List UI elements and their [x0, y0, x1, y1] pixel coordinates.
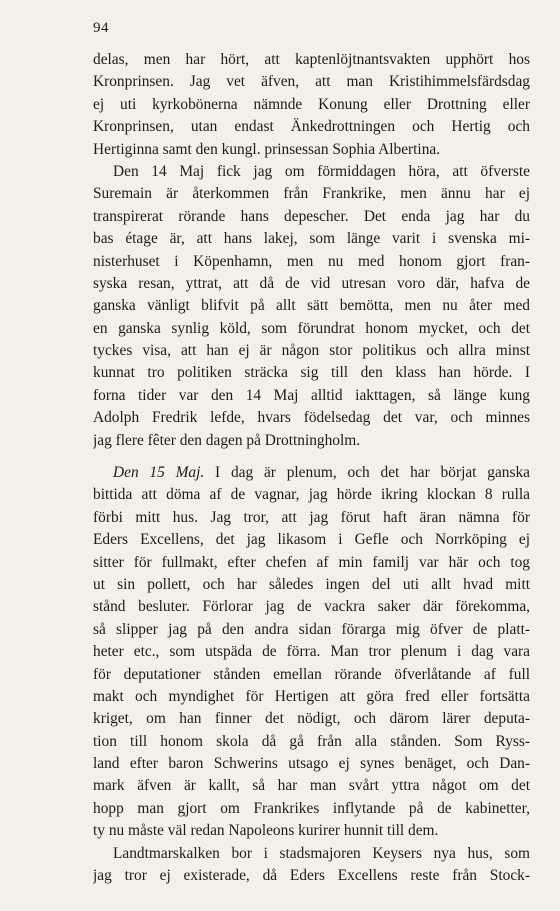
- text-line: ej uti kyrkobönerna nämnde Konung eller Drottning eller: [93, 95, 530, 113]
- text-line: syska resan, yttrat, att då de vid utresan voro där, hafva de: [93, 274, 530, 292]
- text-line: ty nu måste väl redan Napoleons kurirer hunnit till dem.: [93, 822, 439, 840]
- text-line: ganska vänligt blifvit på allt sätt bemötta, men nu åter med: [93, 297, 530, 315]
- text-line: ut sin pollett, och har således ingen del uti allt hvad mitt: [93, 575, 530, 593]
- text-line: sitter för fullmakt, efter chefen af min familj var här och tog: [93, 553, 530, 571]
- paragraph-block-2: [93, 462, 530, 887]
- text-line: en ganska synlig köld, som förundrat honom mycket, och det: [93, 319, 530, 337]
- text-line: makt och myndighet för Hertigen att göra fred eller fortsätta: [93, 687, 530, 705]
- text-line: transpirerat rörande hans depescher. Det enda jag har du: [93, 207, 530, 225]
- text-line: kriget, om han finner det nödigt, och därom lärer deputa-: [93, 710, 530, 728]
- text-line: land efter baron Schwerins utsago ej synes benäget, och Dan-: [93, 755, 530, 773]
- text-line: förbi mitt hus. Jag tror, att jag förut haft äran nämna för: [93, 508, 530, 526]
- text-line: kunnat tro politiken sträcka sig till den klass han hörde. I: [93, 364, 530, 382]
- text-line: Hertiginna samt den kungl. prinsessan Sophia Albertina.: [93, 140, 441, 158]
- text-line-rest: I dag är plenum, och det har börjat ganska: [204, 464, 530, 481]
- text-line: för deputationer stånden emellan rörande öfverlåtande af full: [93, 665, 530, 683]
- text-line: bas étage är, att hans lakej, som länge varit i svenska mi-: [93, 230, 530, 248]
- text-line: stånd besluter. Förlorar jag de vackra saker där förekomma,: [93, 598, 530, 616]
- text-line: Adolph Fredrik lefde, hvars födelsedag det var, och minnes: [93, 409, 530, 427]
- text-line: Kronprinsen. Jag vet äfven, att man Kristihimmelsfärdsdag: [93, 73, 530, 91]
- text-line: mark äfven är kallt, så har man svårt yttra något om det: [93, 777, 530, 795]
- text-line: heter etc., som utspäda de förra. Man tror plenum i dag vara: [93, 643, 530, 661]
- text-line: Suremain är återkommen från Frankrike, men ännu har ej: [93, 185, 530, 203]
- text-line: Landtmarskalken bor i stadsmajoren Keysers nya hus, som: [113, 844, 530, 862]
- text-line: så slipper jag på den andra sidan förarga mig öfver de platt-: [93, 620, 530, 638]
- text-line: bittida att döma af de vagnar, jag hörde ikring klockan 8 rulla: [93, 486, 530, 504]
- text-line: hopp man gjort om Frankrikes inflytande på de kabinetter,: [93, 799, 530, 817]
- text-line: jag flere fêter den dagen på Drottningholm.: [93, 431, 361, 449]
- text-line: tion till honom skola då gå från alla stånden. Som Ryss-: [93, 732, 530, 750]
- text-line: Den 14 Maj fick jag om förmiddagen höra, att öfverste: [113, 162, 530, 180]
- text-line: nisterhuset i Köpenhamn, men nu med honom gjort fran-: [93, 252, 530, 270]
- text-line: [93, 462, 530, 484]
- paragraph-block-1: [93, 49, 530, 452]
- text-line: Eders Excellens, det jag likasom i Gefle och Norrköping ej: [93, 531, 530, 549]
- text-line: jag tror ej existerade, då Eders Excellens reste från Stock-: [93, 867, 530, 885]
- text-line: forna tider var den 14 Maj alltid iakttagen, så länge kung: [93, 386, 530, 404]
- text-line: tyckes visa, att han ej är någon stor politikus och allra minst: [93, 342, 530, 360]
- page-number: 94: [93, 20, 109, 36]
- text-line: delas, men har hört, att kaptenlöjtnantsvakten upphört hos: [93, 51, 530, 68]
- text-line: Kronprinsen, utan endast Änkedrottningen och Hertig och: [93, 118, 530, 136]
- entry-date: Den 15 Maj.: [113, 464, 205, 481]
